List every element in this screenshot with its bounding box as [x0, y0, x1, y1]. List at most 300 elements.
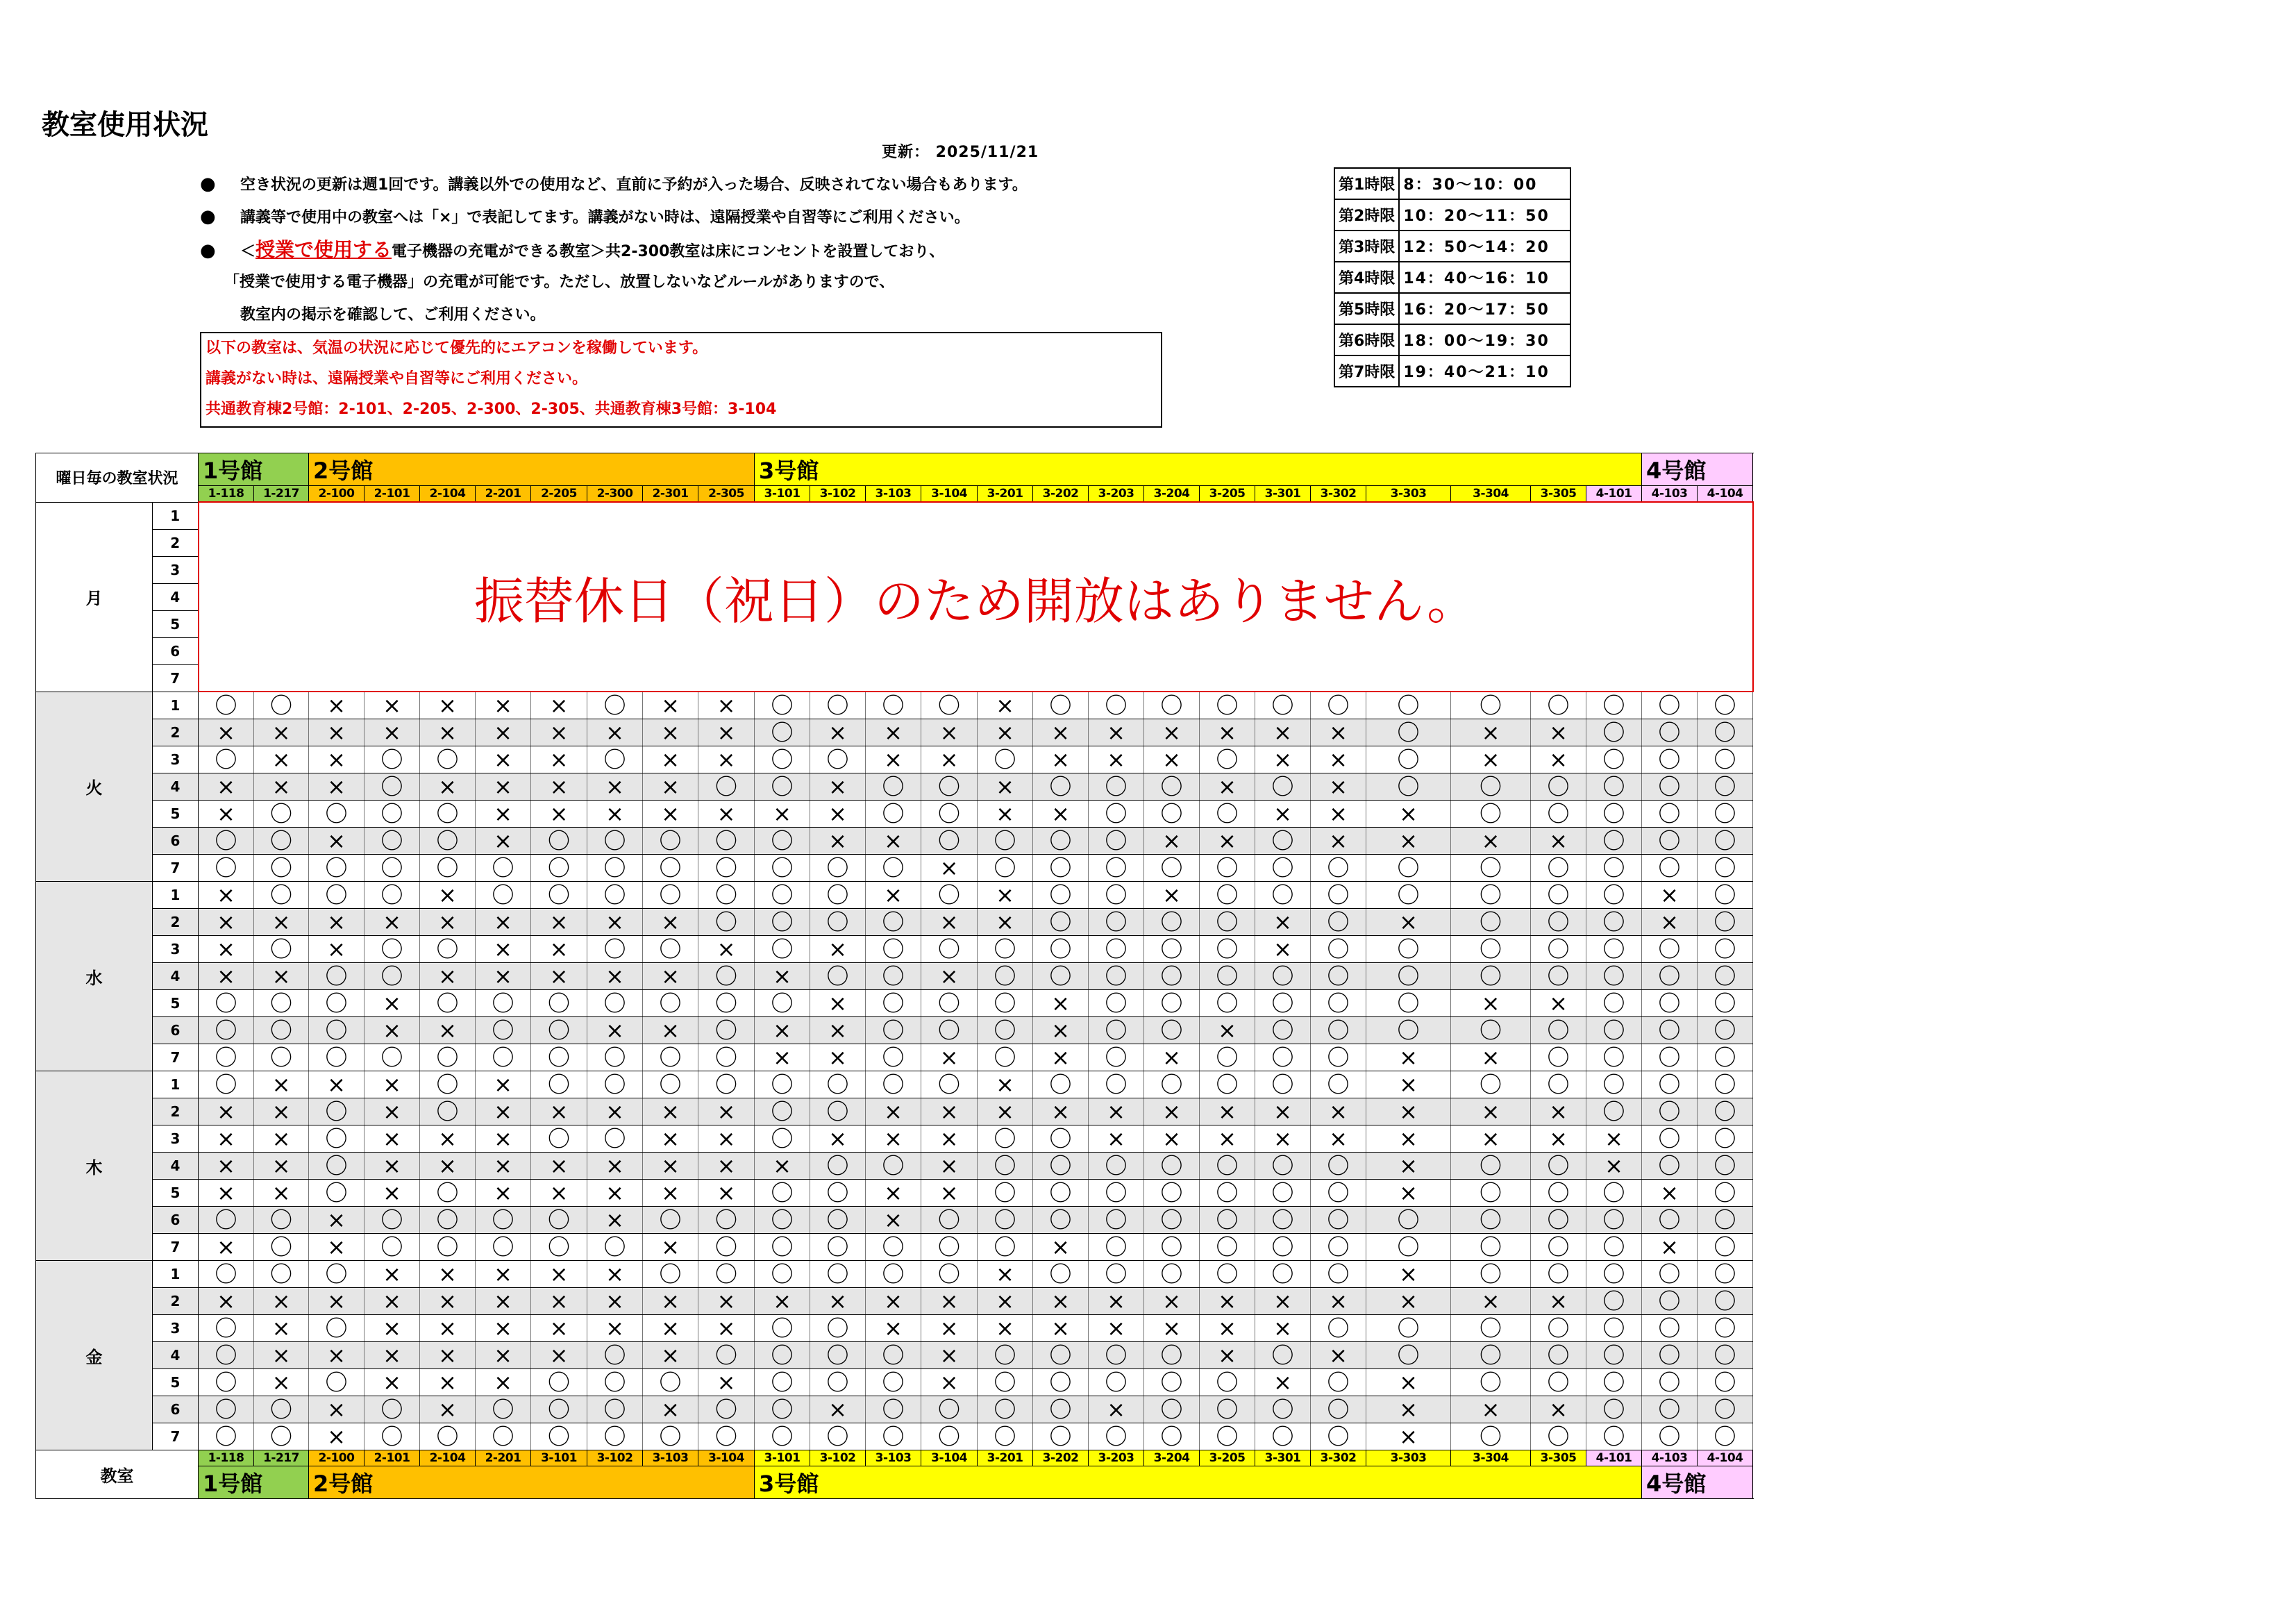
highlight-text: 授業で使用する — [255, 238, 392, 261]
status-available: 〇 — [1451, 1180, 1531, 1207]
status-available: 〇 — [1144, 1342, 1200, 1369]
status-available: 〇 — [1255, 773, 1311, 801]
status-available: 〇 — [1089, 828, 1144, 855]
status-available: 〇 — [1586, 1180, 1642, 1207]
status-occupied: × — [1200, 1125, 1255, 1153]
status-available: 〇 — [1531, 1369, 1586, 1396]
period-row — [36, 1288, 1753, 1315]
status-available: 〇 — [1698, 909, 1753, 936]
status-available: 〇 — [531, 990, 587, 1017]
status-occupied: × — [254, 963, 309, 990]
status-available: 〇 — [1698, 1369, 1753, 1396]
status-available: 〇 — [698, 1207, 755, 1234]
status-available: 〇 — [1586, 1261, 1642, 1288]
status-available: 〇 — [1366, 1342, 1451, 1369]
status-available: 〇 — [309, 1125, 364, 1153]
status-available: 〇 — [1033, 1180, 1089, 1207]
status-available: 〇 — [1531, 773, 1586, 801]
status-available: 〇 — [921, 828, 978, 855]
status-occupied: × — [1311, 1342, 1366, 1369]
status-available: 〇 — [1144, 1207, 1200, 1234]
status-available: 〇 — [531, 1044, 587, 1071]
status-available: 〇 — [1642, 1071, 1698, 1098]
period-row — [36, 746, 1753, 773]
footer-building-row — [36, 1466, 1753, 1499]
status-occupied: × — [1200, 828, 1255, 855]
building-name: 3号館 — [755, 453, 1642, 486]
period-row — [36, 1396, 1753, 1423]
status-occupied: × — [1366, 828, 1451, 855]
status-available: 〇 — [254, 1207, 309, 1234]
status-available: 〇 — [1311, 1180, 1366, 1207]
status-available: 〇 — [1586, 801, 1642, 828]
status-available: 〇 — [1642, 1342, 1698, 1369]
aircon-line-1: 以下の教室は、気温の状況に応じて優先的にエアコンを稼働しています。 — [206, 340, 708, 357]
status-available: 〇 — [1089, 1342, 1144, 1369]
status-available: 〇 — [587, 990, 643, 1017]
status-occupied: × — [978, 882, 1033, 909]
status-available: 〇 — [1531, 1315, 1586, 1342]
period-row — [36, 1017, 1753, 1044]
status-occupied: × — [309, 1396, 364, 1423]
status-available: 〇 — [1451, 1369, 1531, 1396]
status-available: 〇 — [921, 1071, 978, 1098]
status-available: 〇 — [199, 1342, 254, 1369]
status-occupied: × — [199, 936, 254, 963]
status-occupied: × — [978, 1098, 1033, 1125]
status-available: 〇 — [755, 746, 810, 773]
status-occupied: × — [643, 1017, 698, 1044]
status-available: 〇 — [1255, 1423, 1311, 1450]
status-available: 〇 — [921, 801, 978, 828]
status-occupied: × — [755, 1044, 810, 1071]
status-available: 〇 — [1366, 746, 1451, 773]
status-occupied: × — [476, 936, 531, 963]
aircon-notice-box — [200, 332, 1162, 428]
status-occupied: × — [476, 1315, 531, 1342]
status-occupied: × — [1200, 773, 1255, 801]
status-occupied: × — [1451, 1125, 1531, 1153]
period-number: 7 — [153, 1423, 199, 1450]
status-available: 〇 — [1311, 882, 1366, 909]
status-occupied: × — [1144, 882, 1200, 909]
status-occupied: × — [810, 936, 866, 963]
status-occupied: × — [1144, 746, 1200, 773]
status-available: 〇 — [309, 1044, 364, 1071]
status-occupied: × — [476, 828, 531, 855]
status-available: 〇 — [1642, 1207, 1698, 1234]
status-available: 〇 — [810, 1207, 866, 1234]
status-available: 〇 — [1586, 882, 1642, 909]
status-available: 〇 — [254, 882, 309, 909]
status-available: 〇 — [643, 1423, 698, 1450]
status-available: 〇 — [1531, 1180, 1586, 1207]
status-occupied: × — [420, 773, 476, 801]
status-available: 〇 — [254, 936, 309, 963]
status-available: 〇 — [755, 773, 810, 801]
period-time: 8：30～10：00 — [1399, 168, 1570, 199]
status-available: 〇 — [1311, 1071, 1366, 1098]
status-occupied: × — [1144, 1125, 1200, 1153]
status-available: 〇 — [1698, 1234, 1753, 1261]
status-available: 〇 — [866, 1017, 921, 1044]
status-available: 〇 — [1586, 1098, 1642, 1125]
status-available: 〇 — [1586, 1369, 1642, 1396]
status-occupied: × — [1366, 1044, 1451, 1071]
status-available: 〇 — [1200, 1180, 1255, 1207]
status-available: 〇 — [587, 1234, 643, 1261]
status-available: 〇 — [420, 1180, 476, 1207]
status-available: 〇 — [364, 1234, 420, 1261]
status-occupied: × — [698, 1153, 755, 1180]
status-available: 〇 — [420, 1098, 476, 1125]
status-occupied: × — [1255, 1098, 1311, 1125]
status-occupied: × — [1451, 990, 1531, 1017]
status-occupied: × — [810, 1017, 866, 1044]
status-available: 〇 — [978, 1234, 1033, 1261]
room-number: 3-304 — [1451, 1450, 1531, 1466]
status-occupied: × — [1200, 1288, 1255, 1315]
period-number: 6 — [153, 1017, 199, 1044]
status-occupied: × — [1311, 1125, 1366, 1153]
status-occupied: × — [1255, 1315, 1311, 1342]
status-available: 〇 — [1586, 692, 1642, 719]
status-available: 〇 — [1311, 909, 1366, 936]
status-occupied: × — [254, 909, 309, 936]
status-available: 〇 — [921, 773, 978, 801]
status-available: 〇 — [866, 1153, 921, 1180]
status-available: 〇 — [476, 855, 531, 882]
period-row — [36, 773, 1753, 801]
status-occupied: × — [420, 1315, 476, 1342]
status-occupied: × — [1089, 719, 1144, 746]
status-occupied: × — [531, 1342, 587, 1369]
status-available: 〇 — [643, 1207, 698, 1234]
status-available: 〇 — [1255, 1180, 1311, 1207]
status-available: 〇 — [1033, 1261, 1089, 1288]
status-occupied: × — [921, 1288, 978, 1315]
status-occupied: × — [254, 1071, 309, 1098]
status-available: 〇 — [1642, 936, 1698, 963]
status-available: 〇 — [978, 1369, 1033, 1396]
status-available: 〇 — [1531, 1071, 1586, 1098]
status-occupied: × — [1089, 1125, 1144, 1153]
status-available: 〇 — [1144, 936, 1200, 963]
status-occupied: × — [698, 692, 755, 719]
room-number: 2-104 — [420, 1450, 476, 1466]
status-available: 〇 — [810, 855, 866, 882]
status-occupied: × — [476, 1261, 531, 1288]
status-available: 〇 — [866, 1261, 921, 1288]
status-available: 〇 — [755, 1098, 810, 1125]
status-available: 〇 — [1451, 773, 1531, 801]
status-available: 〇 — [1089, 692, 1144, 719]
status-occupied: × — [531, 746, 587, 773]
room-number: 3-305 — [1531, 1450, 1586, 1466]
period-number: 4 — [153, 773, 199, 801]
holiday-notice-cell — [199, 502, 1753, 692]
status-occupied: × — [698, 1098, 755, 1125]
status-available: 〇 — [810, 1234, 866, 1261]
status-available: 〇 — [1089, 1044, 1144, 1071]
status-available: 〇 — [1144, 1261, 1200, 1288]
room-number: 3-205 — [1200, 486, 1255, 503]
status-available: 〇 — [420, 746, 476, 773]
status-occupied: × — [1255, 936, 1311, 963]
period-number: 2 — [153, 529, 199, 556]
status-available: 〇 — [1089, 936, 1144, 963]
status-available: 〇 — [1642, 1288, 1698, 1315]
status-available: 〇 — [531, 1125, 587, 1153]
status-occupied: × — [1144, 828, 1200, 855]
status-occupied: × — [1311, 1288, 1366, 1315]
status-occupied: × — [476, 692, 531, 719]
status-available: 〇 — [1311, 1207, 1366, 1234]
status-available: 〇 — [1586, 963, 1642, 990]
period-label: 第4時限 — [1334, 262, 1399, 293]
status-available: 〇 — [921, 1423, 978, 1450]
status-occupied: × — [698, 1315, 755, 1342]
status-available: 〇 — [1642, 855, 1698, 882]
status-available: 〇 — [1451, 882, 1531, 909]
room-number: 3-203 — [1089, 1450, 1144, 1466]
status-available: 〇 — [810, 963, 866, 990]
status-occupied: × — [531, 692, 587, 719]
status-available: 〇 — [810, 692, 866, 719]
status-available: 〇 — [199, 1369, 254, 1396]
period-number: 1 — [153, 1071, 199, 1098]
status-occupied: × — [254, 1288, 309, 1315]
status-available: 〇 — [364, 882, 420, 909]
status-available: 〇 — [254, 1044, 309, 1071]
status-occupied: × — [755, 963, 810, 990]
status-occupied: × — [420, 692, 476, 719]
status-available: 〇 — [1586, 828, 1642, 855]
status-available: 〇 — [309, 882, 364, 909]
status-available: 〇 — [1089, 1207, 1144, 1234]
status-occupied: × — [866, 746, 921, 773]
status-available: 〇 — [698, 1234, 755, 1261]
status-available: 〇 — [1089, 801, 1144, 828]
status-available: 〇 — [921, 936, 978, 963]
status-occupied: × — [978, 1288, 1033, 1315]
status-available: 〇 — [364, 746, 420, 773]
status-available: 〇 — [531, 1071, 587, 1098]
status-available: 〇 — [587, 936, 643, 963]
day-name: 水 — [36, 882, 153, 1071]
status-available: 〇 — [1451, 855, 1531, 882]
status-occupied: × — [1089, 1288, 1144, 1315]
status-available: 〇 — [755, 1396, 810, 1423]
status-occupied: × — [810, 1044, 866, 1071]
status-occupied: × — [309, 692, 364, 719]
room-number: 2-301 — [643, 486, 698, 503]
status-occupied: × — [866, 1125, 921, 1153]
status-occupied: × — [921, 1315, 978, 1342]
status-occupied: × — [254, 1125, 309, 1153]
status-occupied: × — [1531, 1125, 1586, 1153]
status-available: 〇 — [1451, 1261, 1531, 1288]
period-row — [1334, 355, 1570, 387]
note-1: ● 空き状況の更新は週1回です。講義以外での使用など、直前に予約が入った場合、反映されてない場合もあります。 — [200, 168, 1276, 201]
status-available: 〇 — [698, 1017, 755, 1044]
page-title: 教室使用状況 — [42, 109, 208, 141]
period-label: 第2時限 — [1334, 199, 1399, 231]
status-occupied: × — [1033, 1315, 1089, 1342]
room-number: 3-104 — [698, 1450, 755, 1466]
status-available: 〇 — [755, 1342, 810, 1369]
status-available: 〇 — [1366, 1207, 1451, 1234]
status-available: 〇 — [531, 1396, 587, 1423]
bullet-icon: ● — [200, 174, 216, 194]
period-row — [36, 909, 1753, 936]
status-occupied: × — [309, 746, 364, 773]
status-available: 〇 — [587, 1423, 643, 1450]
period-number: 1 — [153, 692, 199, 719]
status-available: 〇 — [921, 1017, 978, 1044]
status-available: 〇 — [587, 855, 643, 882]
status-available: 〇 — [476, 990, 531, 1017]
status-available: 〇 — [810, 1315, 866, 1342]
status-occupied: × — [1144, 719, 1200, 746]
status-available: 〇 — [420, 936, 476, 963]
status-available: 〇 — [1089, 1017, 1144, 1044]
status-available: 〇 — [1586, 936, 1642, 963]
status-occupied: × — [1311, 828, 1366, 855]
status-available: 〇 — [866, 1396, 921, 1423]
status-available: 〇 — [1698, 990, 1753, 1017]
status-available: 〇 — [755, 990, 810, 1017]
status-available: 〇 — [364, 855, 420, 882]
period-label: 第5時限 — [1334, 293, 1399, 324]
status-occupied: × — [199, 719, 254, 746]
status-available: 〇 — [1586, 1288, 1642, 1315]
status-occupied: × — [978, 1261, 1033, 1288]
status-available: 〇 — [1586, 1017, 1642, 1044]
period-number: 7 — [153, 664, 199, 692]
status-occupied: × — [1366, 1153, 1451, 1180]
period-number: 1 — [153, 1261, 199, 1288]
status-available: 〇 — [1033, 1423, 1089, 1450]
status-available: 〇 — [1698, 801, 1753, 828]
status-occupied: × — [643, 1153, 698, 1180]
status-available: 〇 — [1642, 990, 1698, 1017]
status-available: 〇 — [1698, 1261, 1753, 1288]
status-available: 〇 — [254, 1396, 309, 1423]
status-available: 〇 — [978, 990, 1033, 1017]
status-available: 〇 — [1586, 1071, 1642, 1098]
status-occupied: × — [309, 1207, 364, 1234]
status-available: 〇 — [810, 1071, 866, 1098]
status-occupied: × — [199, 963, 254, 990]
status-available: 〇 — [1089, 1369, 1144, 1396]
status-available: 〇 — [1311, 1315, 1366, 1342]
period-number: 5 — [153, 610, 199, 637]
status-available: 〇 — [698, 1396, 755, 1423]
status-occupied: × — [643, 801, 698, 828]
status-available: 〇 — [1089, 773, 1144, 801]
status-occupied: × — [199, 909, 254, 936]
status-available: 〇 — [978, 1153, 1033, 1180]
status-available: 〇 — [1255, 1234, 1311, 1261]
status-available: 〇 — [587, 1369, 643, 1396]
period-time: 19：40～21：10 — [1399, 355, 1570, 387]
status-occupied: × — [309, 828, 364, 855]
status-available: 〇 — [1451, 1423, 1531, 1450]
period-row — [36, 1315, 1753, 1342]
status-occupied: × — [1033, 1044, 1089, 1071]
status-occupied: × — [1255, 909, 1311, 936]
status-available: 〇 — [1144, 801, 1200, 828]
status-available: 〇 — [755, 1234, 810, 1261]
period-row — [36, 1423, 1753, 1450]
status-occupied: × — [698, 1125, 755, 1153]
status-occupied: × — [810, 1396, 866, 1423]
status-occupied: × — [476, 746, 531, 773]
period-row — [36, 855, 1753, 882]
status-occupied: × — [921, 719, 978, 746]
status-occupied: × — [698, 746, 755, 773]
status-occupied: × — [309, 1234, 364, 1261]
status-available: 〇 — [698, 990, 755, 1017]
period-number: 3 — [153, 746, 199, 773]
period-row — [36, 1044, 1753, 1071]
status-available: 〇 — [1366, 882, 1451, 909]
status-occupied: × — [587, 909, 643, 936]
status-available: 〇 — [643, 855, 698, 882]
status-occupied: × — [643, 746, 698, 773]
period-row — [36, 1261, 1753, 1288]
status-available: 〇 — [978, 936, 1033, 963]
status-available: 〇 — [1698, 855, 1753, 882]
status-occupied: × — [309, 936, 364, 963]
status-available: 〇 — [1642, 1125, 1698, 1153]
room-number: 3-303 — [1366, 1450, 1451, 1466]
period-row — [36, 1071, 1753, 1098]
room-number: 2-101 — [364, 486, 420, 503]
status-available: 〇 — [1451, 963, 1531, 990]
status-available: 〇 — [587, 1044, 643, 1071]
period-number: 1 — [153, 502, 199, 529]
room-number: 3-102 — [587, 1450, 643, 1466]
status-available: 〇 — [199, 692, 254, 719]
status-occupied: × — [587, 1153, 643, 1180]
period-number: 3 — [153, 1315, 199, 1342]
period-row — [1334, 293, 1570, 324]
status-available: 〇 — [1033, 909, 1089, 936]
status-occupied: × — [1200, 1098, 1255, 1125]
status-available: 〇 — [476, 1396, 531, 1423]
status-available: 〇 — [866, 855, 921, 882]
status-available: 〇 — [1255, 1207, 1311, 1234]
holiday-message: 振替休日（祝日）のため開放はありません。 — [474, 571, 1477, 630]
header-room-row — [36, 486, 1753, 503]
status-occupied: × — [587, 1098, 643, 1125]
status-occupied: × — [1033, 801, 1089, 828]
status-available: 〇 — [698, 909, 755, 936]
status-available: 〇 — [1311, 1153, 1366, 1180]
room-number: 4-104 — [1698, 486, 1753, 503]
status-occupied: × — [587, 773, 643, 801]
period-row — [36, 1207, 1753, 1234]
status-occupied: × — [978, 801, 1033, 828]
status-occupied: × — [1366, 1261, 1451, 1288]
status-available: 〇 — [1144, 773, 1200, 801]
room-number: 3-204 — [1144, 1450, 1200, 1466]
status-available: 〇 — [866, 963, 921, 990]
status-occupied: × — [1255, 1369, 1311, 1396]
status-available: 〇 — [810, 1098, 866, 1125]
